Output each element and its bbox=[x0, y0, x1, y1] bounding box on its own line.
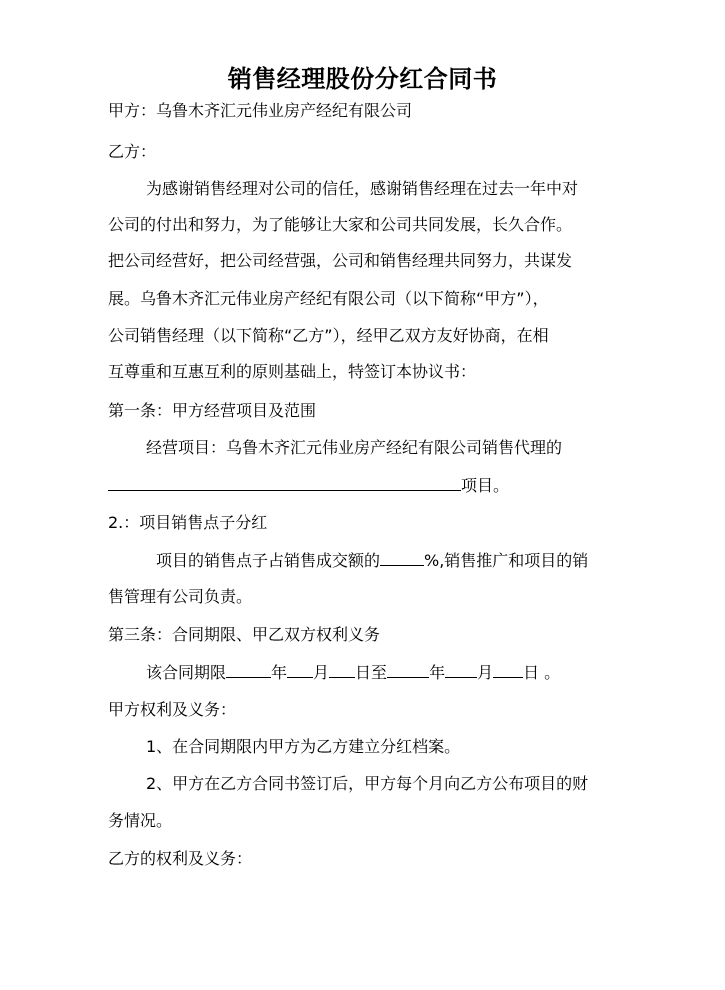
end-year-blank[interactable] bbox=[387, 661, 429, 678]
article-1-line-2 bbox=[108, 474, 509, 497]
start-day-blank[interactable] bbox=[329, 661, 355, 678]
project-name-blank[interactable] bbox=[108, 474, 461, 491]
document-title: 销售经理股份分红合同书 bbox=[227, 65, 498, 93]
party-a-right-2-line-1: 2、甲方在乙方合同书签订后，甲方每个月向乙方公布项目的财 bbox=[146, 774, 589, 793]
article-2-line-1 bbox=[156, 549, 588, 572]
party-b-rights-heading: 乙方的权利及义务： bbox=[108, 849, 253, 868]
intro-line-4: 展。乌鲁木齐汇元伟业房产经纪有限公司（以下简称“甲方”）， bbox=[108, 289, 549, 308]
term-year-label: 年 bbox=[271, 663, 288, 682]
party-a-right-1: 1、在合同期限内甲方为乙方建立分红档案。 bbox=[146, 737, 461, 756]
party-a-rights-heading: 甲方权利及义务： bbox=[108, 700, 237, 719]
article-2-heading: 2.：项目销售点子分红 bbox=[108, 513, 268, 532]
party-b-line: 乙方： bbox=[108, 142, 157, 161]
start-year-blank[interactable] bbox=[226, 661, 271, 678]
intro-line-1: 为感谢销售经理对公司的信任，感谢销售经理在过去一年中对 bbox=[146, 179, 579, 198]
intro-line-2: 公司的付出和努力，为了能够让大家和公司共同发展，长久合作。 bbox=[108, 215, 573, 234]
term-prefix: 该合同期限 bbox=[146, 663, 227, 682]
article-2-suffix: %,销售推广和项目的销 bbox=[424, 551, 589, 570]
article-2-prefix: 项目的销售点子占销售成交额的 bbox=[156, 551, 381, 570]
term-year2-label: 年 bbox=[429, 663, 446, 682]
start-month-blank[interactable] bbox=[287, 661, 313, 678]
term-day-label: 日至 bbox=[355, 663, 388, 682]
term-month2-label: 月 bbox=[477, 663, 494, 682]
contract-term-line bbox=[146, 661, 560, 684]
intro-line-3: 把公司经营好，把公司经营强，公司和销售经理共同努力，共谋发 bbox=[108, 251, 573, 270]
article-1-line-1: 经营项目：乌鲁木齐汇元伟业房产经纪有限公司销售代理的 bbox=[146, 438, 563, 457]
party-a-right-2-line-2: 务情况。 bbox=[108, 811, 173, 830]
article-2-line-2: 售管理有公司负责。 bbox=[108, 587, 253, 606]
intro-line-5: 公司销售经理（以下简称“乙方”），经甲乙双方友好协商，在相 bbox=[108, 326, 549, 345]
end-day-blank[interactable] bbox=[493, 661, 523, 678]
end-month-blank[interactable] bbox=[445, 661, 477, 678]
article-1-suffix: 项目。 bbox=[461, 476, 510, 495]
term-day2-label: 日 。 bbox=[523, 663, 561, 682]
percent-blank[interactable] bbox=[380, 549, 424, 566]
party-a-line: 甲方：乌鲁木齐汇元伟业房产经纪有限公司 bbox=[108, 101, 413, 120]
intro-line-6: 互尊重和互惠互利的原则基础上，特签订本协议书： bbox=[108, 362, 477, 381]
article-3-heading: 第三条：合同期限、甲乙双方权利义务 bbox=[108, 625, 381, 644]
term-month-label: 月 bbox=[313, 663, 330, 682]
article-1-heading: 第一条：甲方经营项目及范围 bbox=[108, 401, 317, 420]
